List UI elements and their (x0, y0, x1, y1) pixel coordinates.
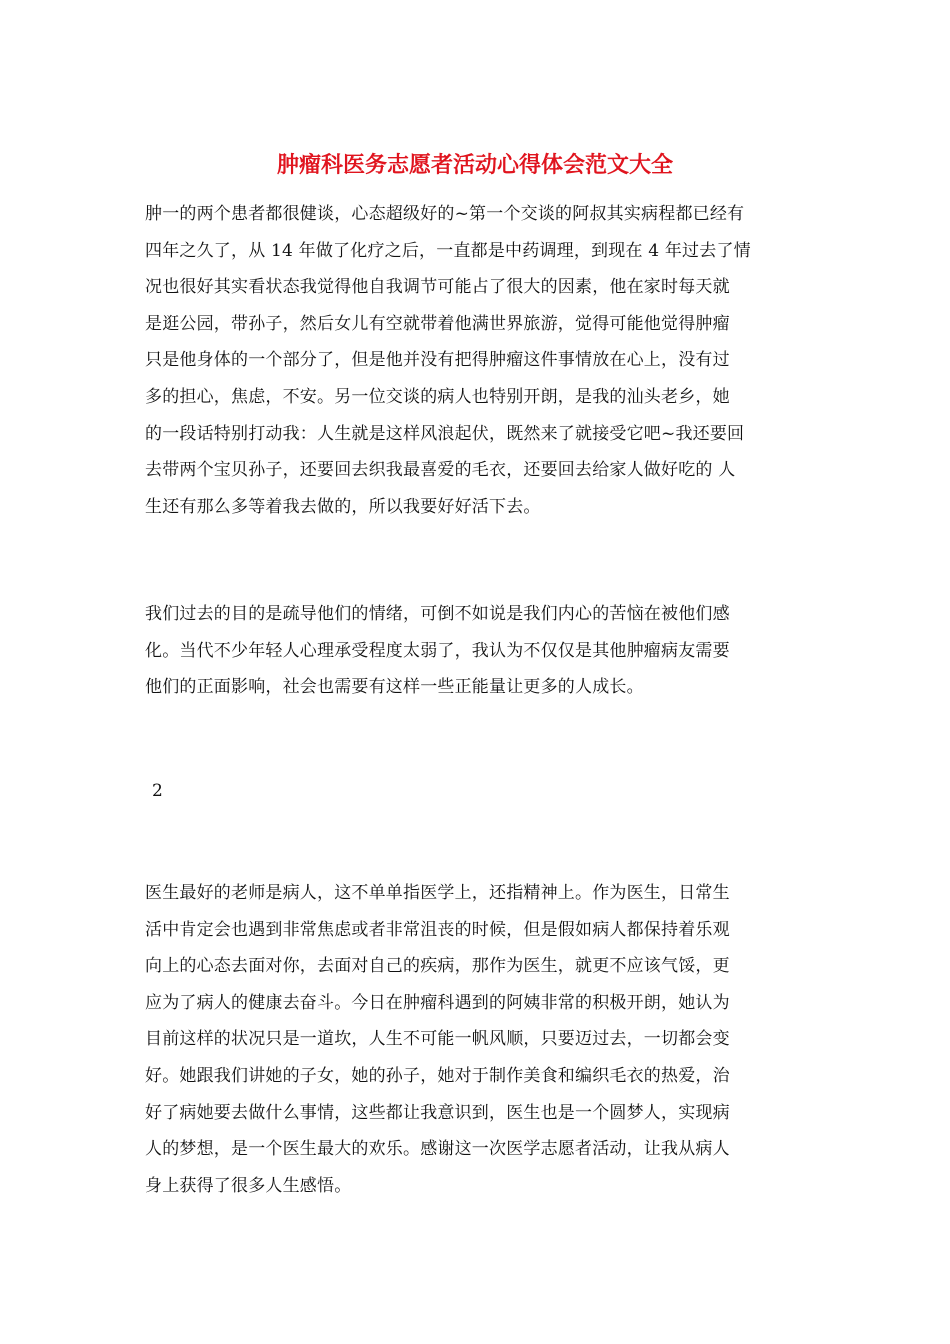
text-line: 他们的正面影响，社会也需要有这样一些正能量让更多的人成长。 (145, 677, 644, 698)
text-line: 的一段话特别打动我：人生就是这样风浪起伏，既然来了就接受它吧~我还要回 (145, 423, 745, 444)
text-line: 多的担心，焦虑，不安。另一位交谈的病人也特别开朗，是我的汕头老乡，她 (145, 386, 730, 407)
text-line: 况也很好其实看状态我觉得他自我调节可能占了很大的因素，他在家时每天就 (145, 277, 730, 298)
paragraph-2 (145, 596, 805, 706)
text-line: 身上获得了很多人生感悟。 (145, 1175, 352, 1196)
text-line: 人的梦想，是一个医生最大的欢乐。感谢这一次医学志愿者活动，让我从病人 (145, 1139, 730, 1160)
document-title: 肿瘤科医务志愿者活动心得体会范文大全 (276, 152, 673, 178)
text-line: 四年之久了，从 14 年做了化疗之后，一直都是中药调理，到现在 4 年过去了情 (145, 240, 751, 261)
paragraph-1 (145, 196, 805, 525)
text-line: 只是他身体的一个部分了，但是他并没有把得肿瘤这件事情放在心上，没有过 (145, 350, 730, 371)
text-line: 去带两个宝贝孙子，还要回去织我最喜爱的毛衣，还要回去给家人做好吃的 人 (145, 460, 736, 481)
paragraph-3 (145, 875, 805, 1204)
text-line: 医生最好的老师是病人，这不单单指医学上，还指精神上。作为医生，日常生 (145, 883, 730, 903)
text-line: 我们过去的目的是疏导他们的情绪，可倒不如说是我们内心的苦恼在被他们感 (145, 604, 730, 624)
text-line: 是逛公园，带孙子，然后女儿有空就带着他满世界旅游，觉得可能他觉得肿瘤 (145, 313, 730, 334)
text-line: 化。当代不少年轻人心理承受程度太弱了，我认为不仅仅是其他肿瘤病友需要 (145, 640, 730, 661)
text-line: 应为了病人的健康去奋斗。今日在肿瘤科遇到的阿姨非常的积极开朗，她认为 (145, 992, 730, 1013)
text-line: 活中肯定会也遇到非常焦虑或者非常沮丧的时候，但是假如病人都保持着乐观 (145, 919, 730, 940)
text-line: 目前这样的状况只是一道坎，人生不可能一帆风顺，只要迈过去，一切都会变 (145, 1029, 730, 1050)
text-line: 生还有那么多等着我去做的，所以我要好好活下去。 (145, 496, 541, 517)
text-line: 向上的心态去面对你，去面对自己的疾病，那作为医生，就更不应该气馁，更 (145, 956, 730, 977)
text-line: 肿一的两个患者都很健谈，心态超级好的~第一个交谈的阿叔其实病程都已经有 (145, 204, 745, 224)
page-number: 2 (152, 781, 163, 801)
text-line: 好。她跟我们讲她的子女，她的孙子，她对于制作美食和编织毛衣的热爱，治 (145, 1065, 730, 1086)
text-line: 好了病她要去做什么事情，这些都让我意识到，医生也是一个圆梦人，实现病 (145, 1102, 730, 1123)
